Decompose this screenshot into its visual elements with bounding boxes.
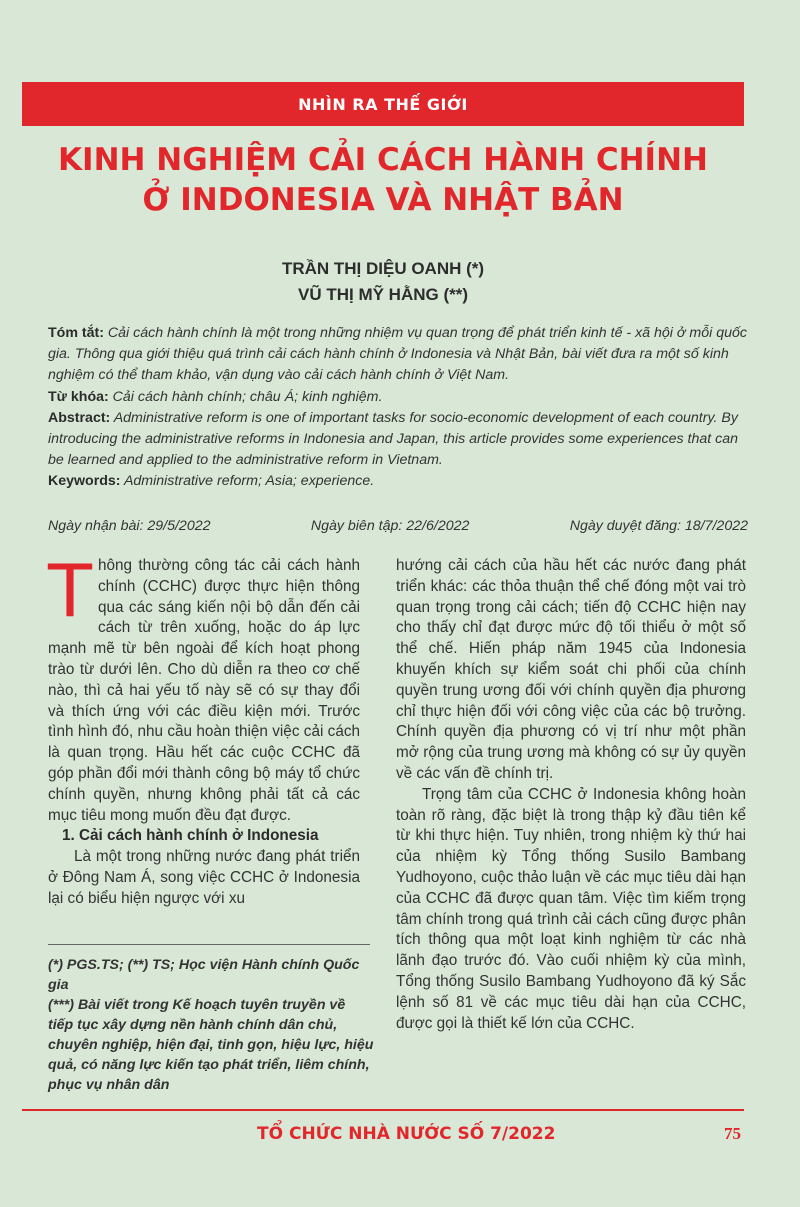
footnote-divider	[48, 944, 370, 945]
author-2: VŨ THỊ MỸ HẰNG (**)	[298, 285, 468, 304]
keywords-vi-label: Từ khóa:	[48, 388, 109, 405]
right-paragraph-2: Trọng tâm của CCHC ở Indonesia không hoàn toàn rõ ràng, đặc biệt là trong thập kỷ đầu tiên kể từ khi thực hiện. Tuy nhiên, trong nhiệm kỳ thứ hai của nhiệm kỳ Tổng thống Susilo Bambang Yudhoyono, cuộc thảo luận về các mục tiêu dài hạn của CCHC đã được quan tâm. Việc tìm kiếm trọng tâm chính trong quá trình cải cách cũng được phân tích thông qua một loạt kinh nghiệm từ các nhà lãnh đạo trước đó. Vào cuối nhiệm kỳ của mình, Tổng thống Susilo Bambang Yudhoyono đã ký Sắc lệnh số 81 về các mục tiêu dài hạn của CCHC, được gọi là thiết kế lớn của CCHC.	[396, 785, 746, 1032]
abstract-label: Abstract:	[48, 409, 111, 426]
keywords-vi	[48, 387, 748, 408]
body-column-right	[396, 556, 746, 1034]
drop-cap: T	[48, 549, 92, 633]
date-edited: Ngày biên tập: 22/6/2022	[310, 518, 470, 534]
author-1: TRẦN THỊ DIỆU OANH (*)	[281, 259, 485, 278]
summary-label: Tóm tắt:	[48, 325, 104, 341]
abstract-block	[48, 323, 748, 493]
intro-text: hông thường công tác cải cách hành chính (CCHC) được thực hiện thông qua các sáng kiến nội bộ dẫn đến cải cách từ trên xuống, hoặc do áp lực mạnh mẽ từ bên ngoài để kích hoạt phong trào từ dưới lên. Cho dù diễn ra theo cơ chế nào, thì cả hai yếu tố này sẽ có sự thay đổi và thích ứng với các điều kiện mới. Trước tình hình đó, nhu cầu hoàn thiện việc cải cách là quan trọng. Hầu hết các cuộc CCHC đã góp phần đổi mới thành công bộ máy tổ chức chính quyền, nhưng không phải tất cả các mục tiêu mong muốn đều đạt được.	[48, 557, 360, 824]
footer-divider	[22, 1109, 744, 1111]
keywords-en	[48, 471, 748, 492]
title-line-1: KINH NGHIỆM CẢI CÁCH HÀNH CHÍNH	[58, 142, 708, 178]
footnotes	[48, 955, 374, 1095]
date-received: Ngày nhận bài: 29/5/2022	[48, 518, 211, 534]
date-approved: Ngày duyệt đăng: 18/7/2022	[569, 518, 748, 534]
keywords-vi-text: Cải cách hành chính; châu Á; kinh nghiệm.	[108, 388, 383, 405]
abstract-text: Administrative reform is one of important tasks for socio-economic development of each country. By introducing the administrative reforms in Indonesia and Japan, this article provides some experiences that can be learned and applied to the administrative reform in Vietnam.	[48, 409, 739, 469]
authors	[22, 256, 744, 308]
section-label: NHÌN RA THẾ GIỚI	[298, 94, 468, 114]
keywords-en-label: Keywords:	[48, 473, 121, 490]
section-heading: 1. Cải cách hành chính ở Indonesia	[62, 827, 319, 845]
title-line-2: Ở INDONESIA VÀ NHẬT BẢN	[142, 182, 624, 218]
article-title	[22, 140, 744, 220]
footnote-1: (*) PGS.TS; (**) TS; Học viện Hành chính Quốc gia	[48, 957, 360, 993]
section1-paragraph: Là một trong những nước đang phát triển ở Đông Nam Á, song việc CCHC ở Indonesia lại có biểu hiện ngược với xu	[48, 848, 360, 907]
article-dates	[48, 518, 748, 534]
abstract-en	[48, 408, 748, 472]
body-column-left	[48, 549, 360, 910]
section-banner	[22, 82, 744, 126]
keywords-en-text: Administrative reform; Asia; experience.	[120, 473, 375, 490]
intro-paragraph	[48, 549, 360, 826]
summary-text: Cải cách hành chính là một trong những nhiệm vụ quan trọng để phát triển kinh tế - xã hội ở mỗi quốc gia. Thông qua giới thiệu quá trình cải cách hành chính ở Indonesia và Nhật Bản, bài viết đưa ra một số kinh nghiệm có thể tham khảo, vận dụng vào cải cách hành chính ở Việt Nam.	[48, 325, 747, 384]
summary-vi	[48, 323, 748, 387]
page-number: 75	[724, 1124, 741, 1143]
journal-issue: TỔ CHỨC NHÀ NƯỚC SỐ 7/2022	[257, 1124, 556, 1144]
right-paragraph-1: hướng cải cách của hầu hết các nước đang phát triển khác: các thỏa thuận thể chế đóng một vai trò quan trọng trong cải cách; tiến độ CCHC hiện nay cho thấy chỉ đạt được mức độ tối thiểu ở một số thể chế. Hiến pháp năm 1945 của Indonesia khuyến khích sự kiểm soát chi phối của chính quyền trung ương đối với chính quyền địa phương chỉ thực hiện đối với công việc của các bộ trưởng. Chính quyền địa phương có vị trí như một phần mở rộng của trung ương mà không có sự ủy quyền về các vấn đề chính trị.	[396, 557, 746, 782]
footnote-2: (***) Bài viết trong Kế hoạch tuyên truyền về tiếp tục xây dựng nền hành chính dân chủ, chuyên nghiệp, hiện đại, tinh gọn, hiệu lực, hiệu quả, có năng lực kiến tạo phát triển, liêm chính, phục vụ nhân dân	[48, 997, 374, 1093]
